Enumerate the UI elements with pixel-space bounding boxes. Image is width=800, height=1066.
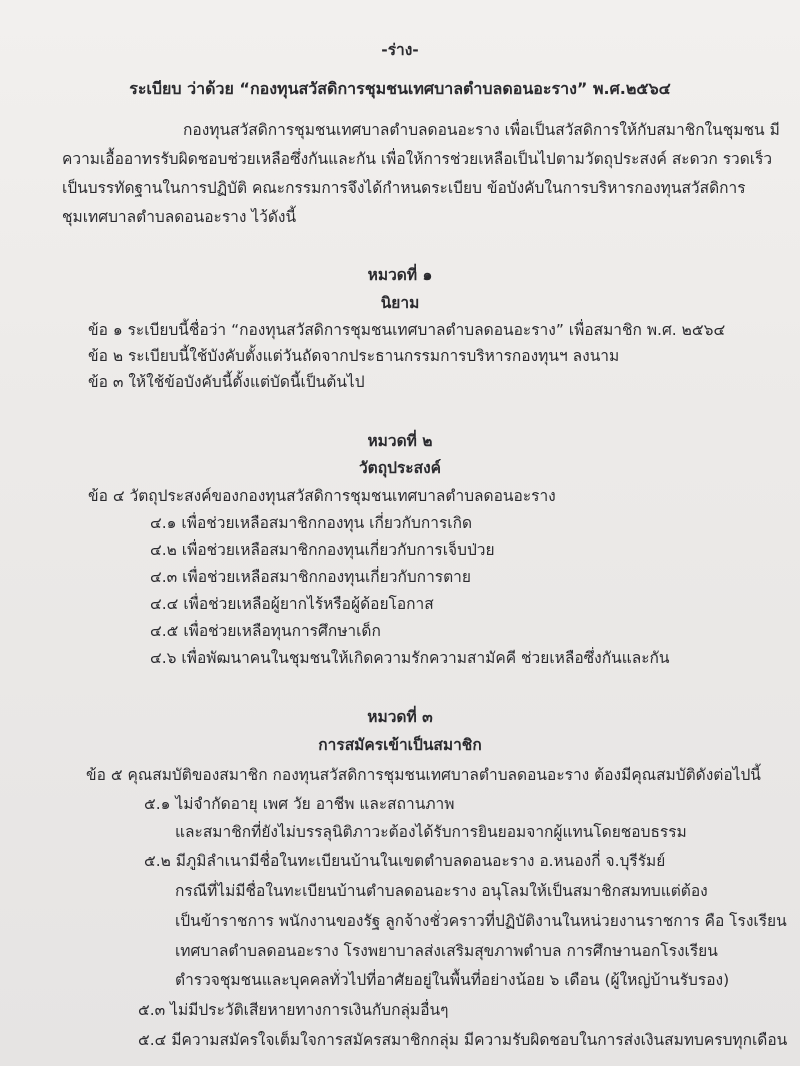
qualification-5-2-line-3: เทศบาลตำบลดอนอะราง โรงพยาบาลส่งเสริมสุขภาพตำบล การศึกษานอกโรงเรียน [175, 942, 718, 960]
preamble-line-4: ชุมเทศบาลตำบลดอนอะราง ไว้ดังนี้ [62, 208, 297, 226]
draft-label: -ร่าง- [381, 41, 419, 59]
qualification-5-4: ๕.๔ มีความสมัครใจเต็มใจการสมัครสมาชิกกลุ่ม มีความรับผิดชอบในการส่งเงินสมทบครบทุกเดือน [138, 1031, 788, 1049]
qualification-5-1: ๕.๑ ไม่จำกัดอายุ เพศ วัย อาชีพ และสถานภาพ [144, 795, 455, 813]
objective-4-5: ๔.๕ เพื่อช่วยเหลือทุนการศึกษาเด็ก [150, 622, 381, 640]
qualification-5-2-line-1: กรณีที่ไม่มีชื่อในทะเบียนบ้านตำบลดอนอะราง อนุโลมให้เป็นสมาชิกสมทบแต่ต้อง [175, 882, 708, 900]
preamble-line-3: เป็นบรรทัดฐานในการปฏิบัติ คณะกรรมการจึงได้กำหนดระเบียบ ข้อบังคับในการบริหารกองทุนสวัสดิการ [62, 179, 746, 197]
preamble-line-1: กองทุนสวัสดิการชุมชนเทศบาลตำบลดอนอะราง เพื่อเป็นสวัสดิการให้กับสมาชิกในชุมชน มี [183, 121, 780, 139]
chapter-2-heading: หมวดที่ ๒ [367, 432, 433, 450]
qualification-5-2: ๕.๒ มีภูมิลำเนามีชื่อในทะเบียนบ้านในเขตตำบลดอนอะราง อ.หนองกี่ จ.บุรีรัมย์ [144, 852, 666, 870]
qualification-5-2-line-4: ตำรวจชุมชนและบุคคลทั่วไปที่อาศัยอยู่ในพื้นที่อย่างน้อย ๖ เดือน (ผู้ใหญ่บ้านรับรอง) [175, 971, 730, 989]
clause-5: ข้อ ๕ คุณสมบัติของสมาชิก กองทุนสวัสดิการชุมชนเทศบาลตำบลดอนอะราง ต้องมีคุณสมบัติดังต่อไปนี้ [86, 766, 761, 784]
clause-3: ข้อ ๓ ให้ใช้ข้อบังคับนี้ตั้งแต่บัดนี้เป็นต้นไป [88, 373, 365, 391]
chapter-3-subheading: การสมัครเข้าเป็นสมาชิก [318, 736, 482, 754]
chapter-1-subheading: นิยาม [380, 294, 420, 312]
objective-4-3: ๔.๓ เพื่อช่วยเหลือสมาชิกกองทุนเกี่ยวกับการตาย [150, 568, 471, 586]
document-title: ระเบียบ ว่าด้วย “กองทุนสวัสดิการชุมชนเทศบาลตำบลดอนอะราง” พ.ศ.๒๕๖๔ [129, 79, 671, 98]
clause-4: ข้อ ๔ วัตถุประสงค์ของกองทุนสวัสดิการชุมชนเทศบาลตำบลดอนอะราง [88, 487, 556, 505]
chapter-1-heading: หมวดที่ ๑ [367, 266, 433, 284]
clause-2: ข้อ ๒ ระเบียบนี้ใช้บังคับตั้งแต่วันถัดจากประธานกรรมการบริหารกองทุนฯ ลงนาม [88, 347, 620, 365]
objective-4-2: ๔.๒ เพื่อช่วยเหลือสมาชิกกองทุนเกี่ยวกับการเจ็บป่วย [150, 541, 495, 559]
clause-1: ข้อ ๑ ระเบียบนี้ชื่อว่า “กองทุนสวัสดิการชุมชนเทศบาลตำบลดอนอะราง” เพื่อสมาชิก พ.ศ. ๒๕๖๔ [88, 321, 726, 339]
qualification-5-1-continued: และสมาชิกที่ยังไม่บรรลุนิติภาวะต้องได้รับการยินยอมจากผู้แทนโดยชอบธรรม [175, 823, 687, 841]
qualification-5-3: ๕.๓ ไม่มีประวัติเสียหายทางการเงินกับกลุ่มอื่นๆ [138, 1001, 449, 1019]
qualification-5-2-line-2: เป็นข้าราชการ พนักงานของรัฐ ลูกจ้างชั่วคราวที่ปฏิบัติงานในหน่วยงานราชการ คือ โรงเรียน [175, 912, 787, 930]
chapter-3-heading: หมวดที่ ๓ [367, 708, 433, 726]
preamble-line-2: ความเอื้ออาทรรับผิดชอบช่วยเหลือซึ่งกันและกัน เพื่อให้การช่วยเหลือเป็นไปตามวัตถุประสงค์ สะดวก รวดเร็ว [62, 150, 773, 168]
objective-4-4: ๔.๔ เพื่อช่วยเหลือผู้ยากไร้หรือผู้ด้อยโอกาส [150, 595, 434, 613]
objective-4-1: ๔.๑ เพื่อช่วยเหลือสมาชิกกองทุน เกี่ยวกับการเกิด [150, 514, 473, 532]
objective-4-6: ๔.๖ เพื่อพัฒนาคนในชุมชนให้เกิดความรักความสามัคคี ช่วยเหลือซึ่งกันและกัน [150, 649, 670, 667]
chapter-2-subheading: วัตถุประสงค์ [358, 459, 442, 477]
